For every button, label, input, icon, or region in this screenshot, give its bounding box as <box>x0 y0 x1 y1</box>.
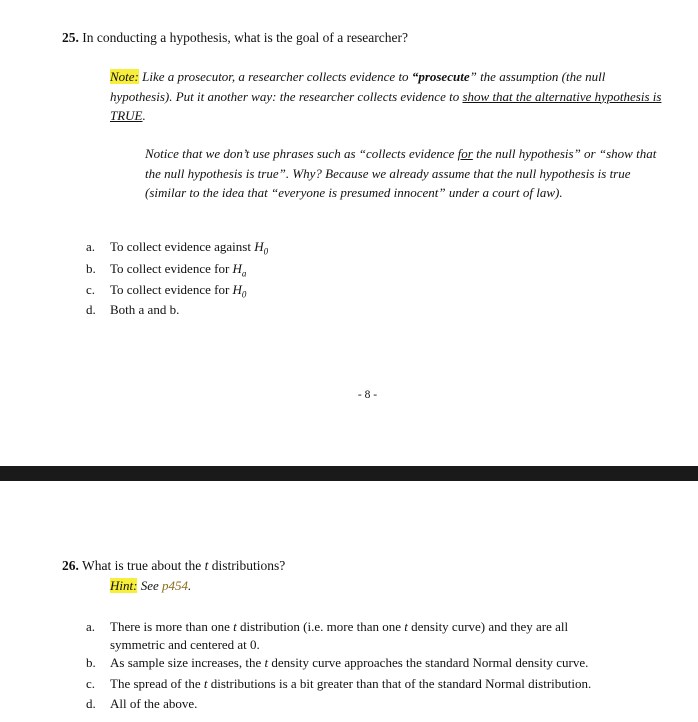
option-label: b. <box>86 261 96 276</box>
option-text: The spread of the t distributions is a bit greater than that of the standard Normal distribution. <box>110 676 592 691</box>
note-block <box>110 67 670 126</box>
page-number: - 8 - <box>357 389 378 401</box>
question-text-2: distributions? <box>208 558 286 573</box>
option-text: To collect evidence against $H_0$ <box>110 239 269 257</box>
hint-page-ref: p454 <box>162 578 188 593</box>
option-text: As sample size increases, the t density curve approaches the standard Normal density curve. <box>110 655 589 670</box>
option-text: There is more than one t distribution (i.e. more than one t density curve) and they are all symmetric and centered at 0. <box>110 619 569 652</box>
page-divider <box>0 466 698 481</box>
option-label: a. <box>86 239 96 254</box>
notice-text-2: the null hypothesis” or “show that the null hypothesis is true”. Why? Because we already assume that the null hypothesis is true (similar to the idea that “everyone is presumed innocent” under a court of law). <box>145 146 657 200</box>
question-25 <box>62 30 408 46</box>
question-number: 26. <box>62 558 79 573</box>
note-label: Note: <box>110 69 139 84</box>
question-text: In conducting a hypothesis, what is the goal of a researcher? <box>82 30 409 45</box>
note-end: . <box>142 108 146 123</box>
option-text: Both a and b. <box>110 302 180 317</box>
hint-label: Hint: <box>110 578 138 593</box>
hint-block <box>110 578 191 594</box>
option-label: c. <box>86 676 96 691</box>
notice-block <box>145 144 670 203</box>
hint-text: See <box>137 578 162 593</box>
option-label: c. <box>86 282 96 297</box>
note-underline: show that the alternative hypothesis is TRUE <box>110 88 662 123</box>
note-text: Like a prosecutor, a researcher collects evidence to <box>138 69 412 84</box>
question-26 <box>62 558 285 574</box>
question-number: 25. <box>62 30 79 45</box>
notice-underline: for <box>457 146 473 161</box>
option-text: All of the above. <box>110 696 198 711</box>
hint-end: . <box>188 578 192 593</box>
option-text: To collect evidence for $H_a$ <box>110 261 247 279</box>
option-label: d. <box>86 696 96 711</box>
note-text-2: ” the assumption (the null hypothesis). Put it another way: the researcher collects evidence to <box>110 69 606 104</box>
option-label: b. <box>86 655 96 670</box>
question-text: What is true about the <box>78 558 205 573</box>
option-label: d. <box>86 302 96 317</box>
notice-text: Notice that we don’t use phrases such as “collects evidence <box>145 146 458 161</box>
option-text: To collect evidence for $H_0$ <box>110 282 247 300</box>
option-label: a. <box>86 619 96 634</box>
note-bold: “prosecute <box>411 69 470 84</box>
question-t: t <box>204 558 209 573</box>
